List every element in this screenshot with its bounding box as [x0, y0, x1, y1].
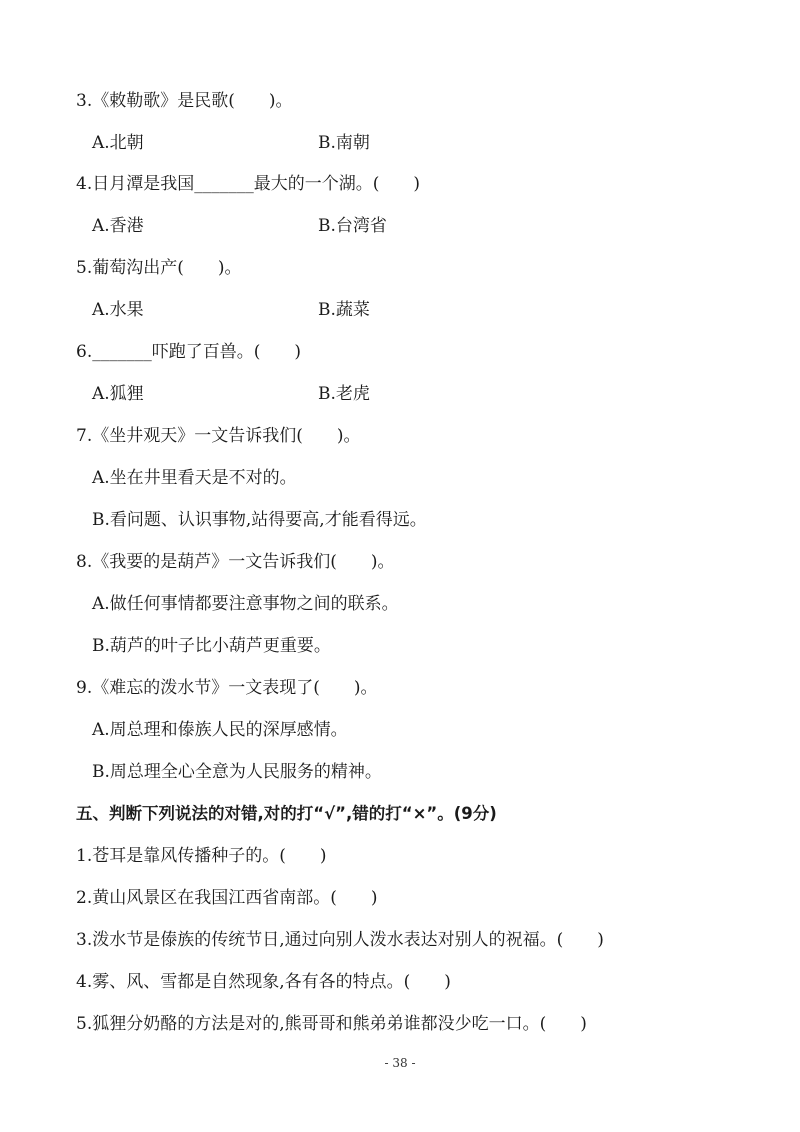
judgement-item-4: 4.雾、风、雪都是自然现象,各有各的特点。( )	[76, 972, 451, 992]
question-5: 5.葡萄沟出产( )。	[76, 258, 242, 278]
question-3-option-a: A.北朝	[92, 133, 144, 153]
question-4-option-a: A.香港	[92, 216, 144, 236]
question-3: 3.《敕勒歌》是民歌( )。	[76, 91, 293, 111]
question-7-option-a: A.坐在井里看天是不对的。	[92, 468, 297, 488]
question-9: 9.《难忘的泼水节》一文表现了( )。	[76, 678, 378, 698]
judgement-item-3: 3.泼水节是傣族的传统节日,通过向别人泼水表达对别人的祝福。( )	[76, 930, 604, 950]
question-8-option-a: A.做任何事情都要注意事物之间的联系。	[92, 594, 399, 614]
question-6-option-b: B.老虎	[318, 384, 370, 404]
judgement-item-1: 1.苍耳是靠风传播种子的。( )	[76, 846, 327, 866]
judgement-item-2: 2.黄山风景区在我国江西省南部。( )	[76, 888, 378, 908]
page-number: - 38 -	[384, 1056, 416, 1070]
question-5-option-b: B.蔬菜	[318, 300, 370, 320]
question-7: 7.《坐井观天》一文告诉我们( )。	[76, 426, 361, 446]
judgement-item-5: 5.狐狸分奶酪的方法是对的,熊哥哥和熊弟弟谁都没少吃一口。( )	[76, 1014, 587, 1034]
question-8: 8.《我要的是葫芦》一文告诉我们( )。	[76, 552, 395, 572]
question-3-option-b: B.南朝	[318, 133, 370, 153]
question-9-option-b: B.周总理全心全意为人民服务的精神。	[92, 762, 382, 782]
question-8-option-b: B.葫芦的叶子比小葫芦更重要。	[92, 636, 331, 656]
question-4: 4.日月潭是我国_______最大的一个湖。( )	[76, 174, 420, 194]
question-9-option-a: A.周总理和傣族人民的深厚感情。	[92, 720, 348, 740]
question-6-option-a: A.狐狸	[92, 384, 144, 404]
question-7-option-b: B.看问题、认识事物,站得要高,才能看得远。	[92, 510, 427, 530]
question-4-option-b: B.台湾省	[318, 216, 387, 236]
section-five-heading: 五、判断下列说法的对错,对的打“√”,错的打“×”。(9分)	[76, 804, 497, 823]
question-6: 6._______吓跑了百兽。( )	[76, 342, 301, 362]
question-5-option-a: A.水果	[92, 300, 144, 320]
